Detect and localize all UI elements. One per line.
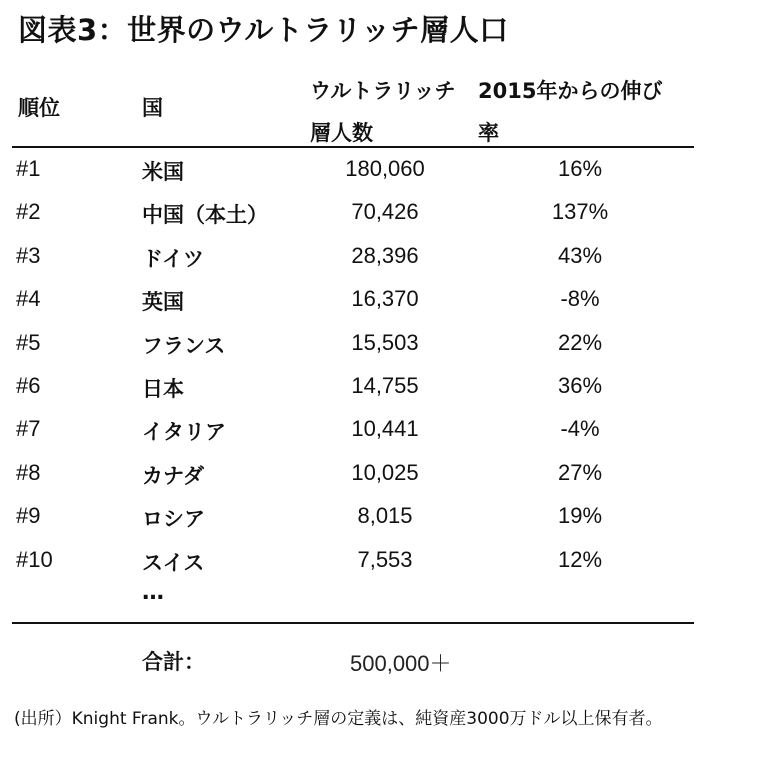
growth-cell: 137% [551,199,609,225]
header-country: 国 [142,96,163,120]
count-cell: 15,503 [351,329,419,355]
growth-cell: -8% [560,286,600,312]
table-body [0,150,768,584]
table-row [0,150,768,193]
table-top-rule [12,146,694,148]
count-cell: 10,441 [351,416,419,442]
count-cell: 16,370 [351,286,419,312]
count-cell: 28,396 [351,242,419,268]
growth-cell: 43% [557,242,603,268]
rank-cell: #5 [16,329,41,355]
table-row [0,324,768,367]
table-row [0,237,768,280]
country-cell: 日本 [142,376,184,401]
growth-cell: 12% [557,546,603,572]
rank-cell: #10 [16,546,53,572]
table-row [0,367,768,410]
count-cell: 180,060 [345,156,425,181]
count-cell: 14,755 [351,372,419,398]
rank-cell: #4 [16,286,41,312]
table-row [0,541,768,584]
rank-cell: #7 [16,416,41,442]
count-cell: 7,553 [357,546,413,572]
country-cell: ドイツ [142,246,204,271]
source-footnote: (出所）Knight Frank。ウルトラリッチ層の定義は、純資産3000万ドル以上保有者。 [14,709,663,729]
header-rank: 順位 [18,96,60,120]
growth-cell: 36% [557,372,603,398]
country-cell: カナダ [142,463,204,488]
total-value: 500,000＋ [350,651,452,676]
header-growth: 2015年からの伸び率 [478,79,663,145]
country-cell: 英国 [142,290,184,315]
country-cell: フランス [142,333,226,358]
growth-cell: 22% [557,329,603,355]
growth-cell: -4% [560,416,600,442]
total-label: 合計： [142,650,205,674]
ellipsis-more: … [142,580,164,605]
page-title: 図表3：世界のウルトラリッチ層人口 [18,13,509,47]
rank-cell: #6 [16,372,41,398]
rank-cell: #3 [16,242,41,268]
country-cell: イタリア [142,420,226,445]
table-row [0,497,768,540]
count-cell: 10,025 [351,459,419,485]
rank-cell: #9 [16,503,41,529]
header-count: ウルトラリッチ層人数 [310,79,456,145]
growth-cell: 16% [557,156,603,181]
table-row [0,193,768,236]
growth-cell: 27% [557,459,603,485]
country-cell: スイス [142,550,205,575]
country-cell: 中国（本土） [142,203,268,228]
rank-cell: #1 [16,156,41,181]
rank-cell: #2 [16,199,41,225]
rank-cell: #8 [16,459,41,485]
count-cell: 70,426 [351,199,419,225]
count-cell: 8,015 [357,503,413,529]
country-cell: ロシア [142,507,205,532]
table-row [0,454,768,497]
growth-cell: 19% [557,503,603,529]
table-bottom-rule [12,622,694,624]
table-row [0,280,768,323]
country-cell: 米国 [142,160,184,184]
table-row [0,410,768,453]
